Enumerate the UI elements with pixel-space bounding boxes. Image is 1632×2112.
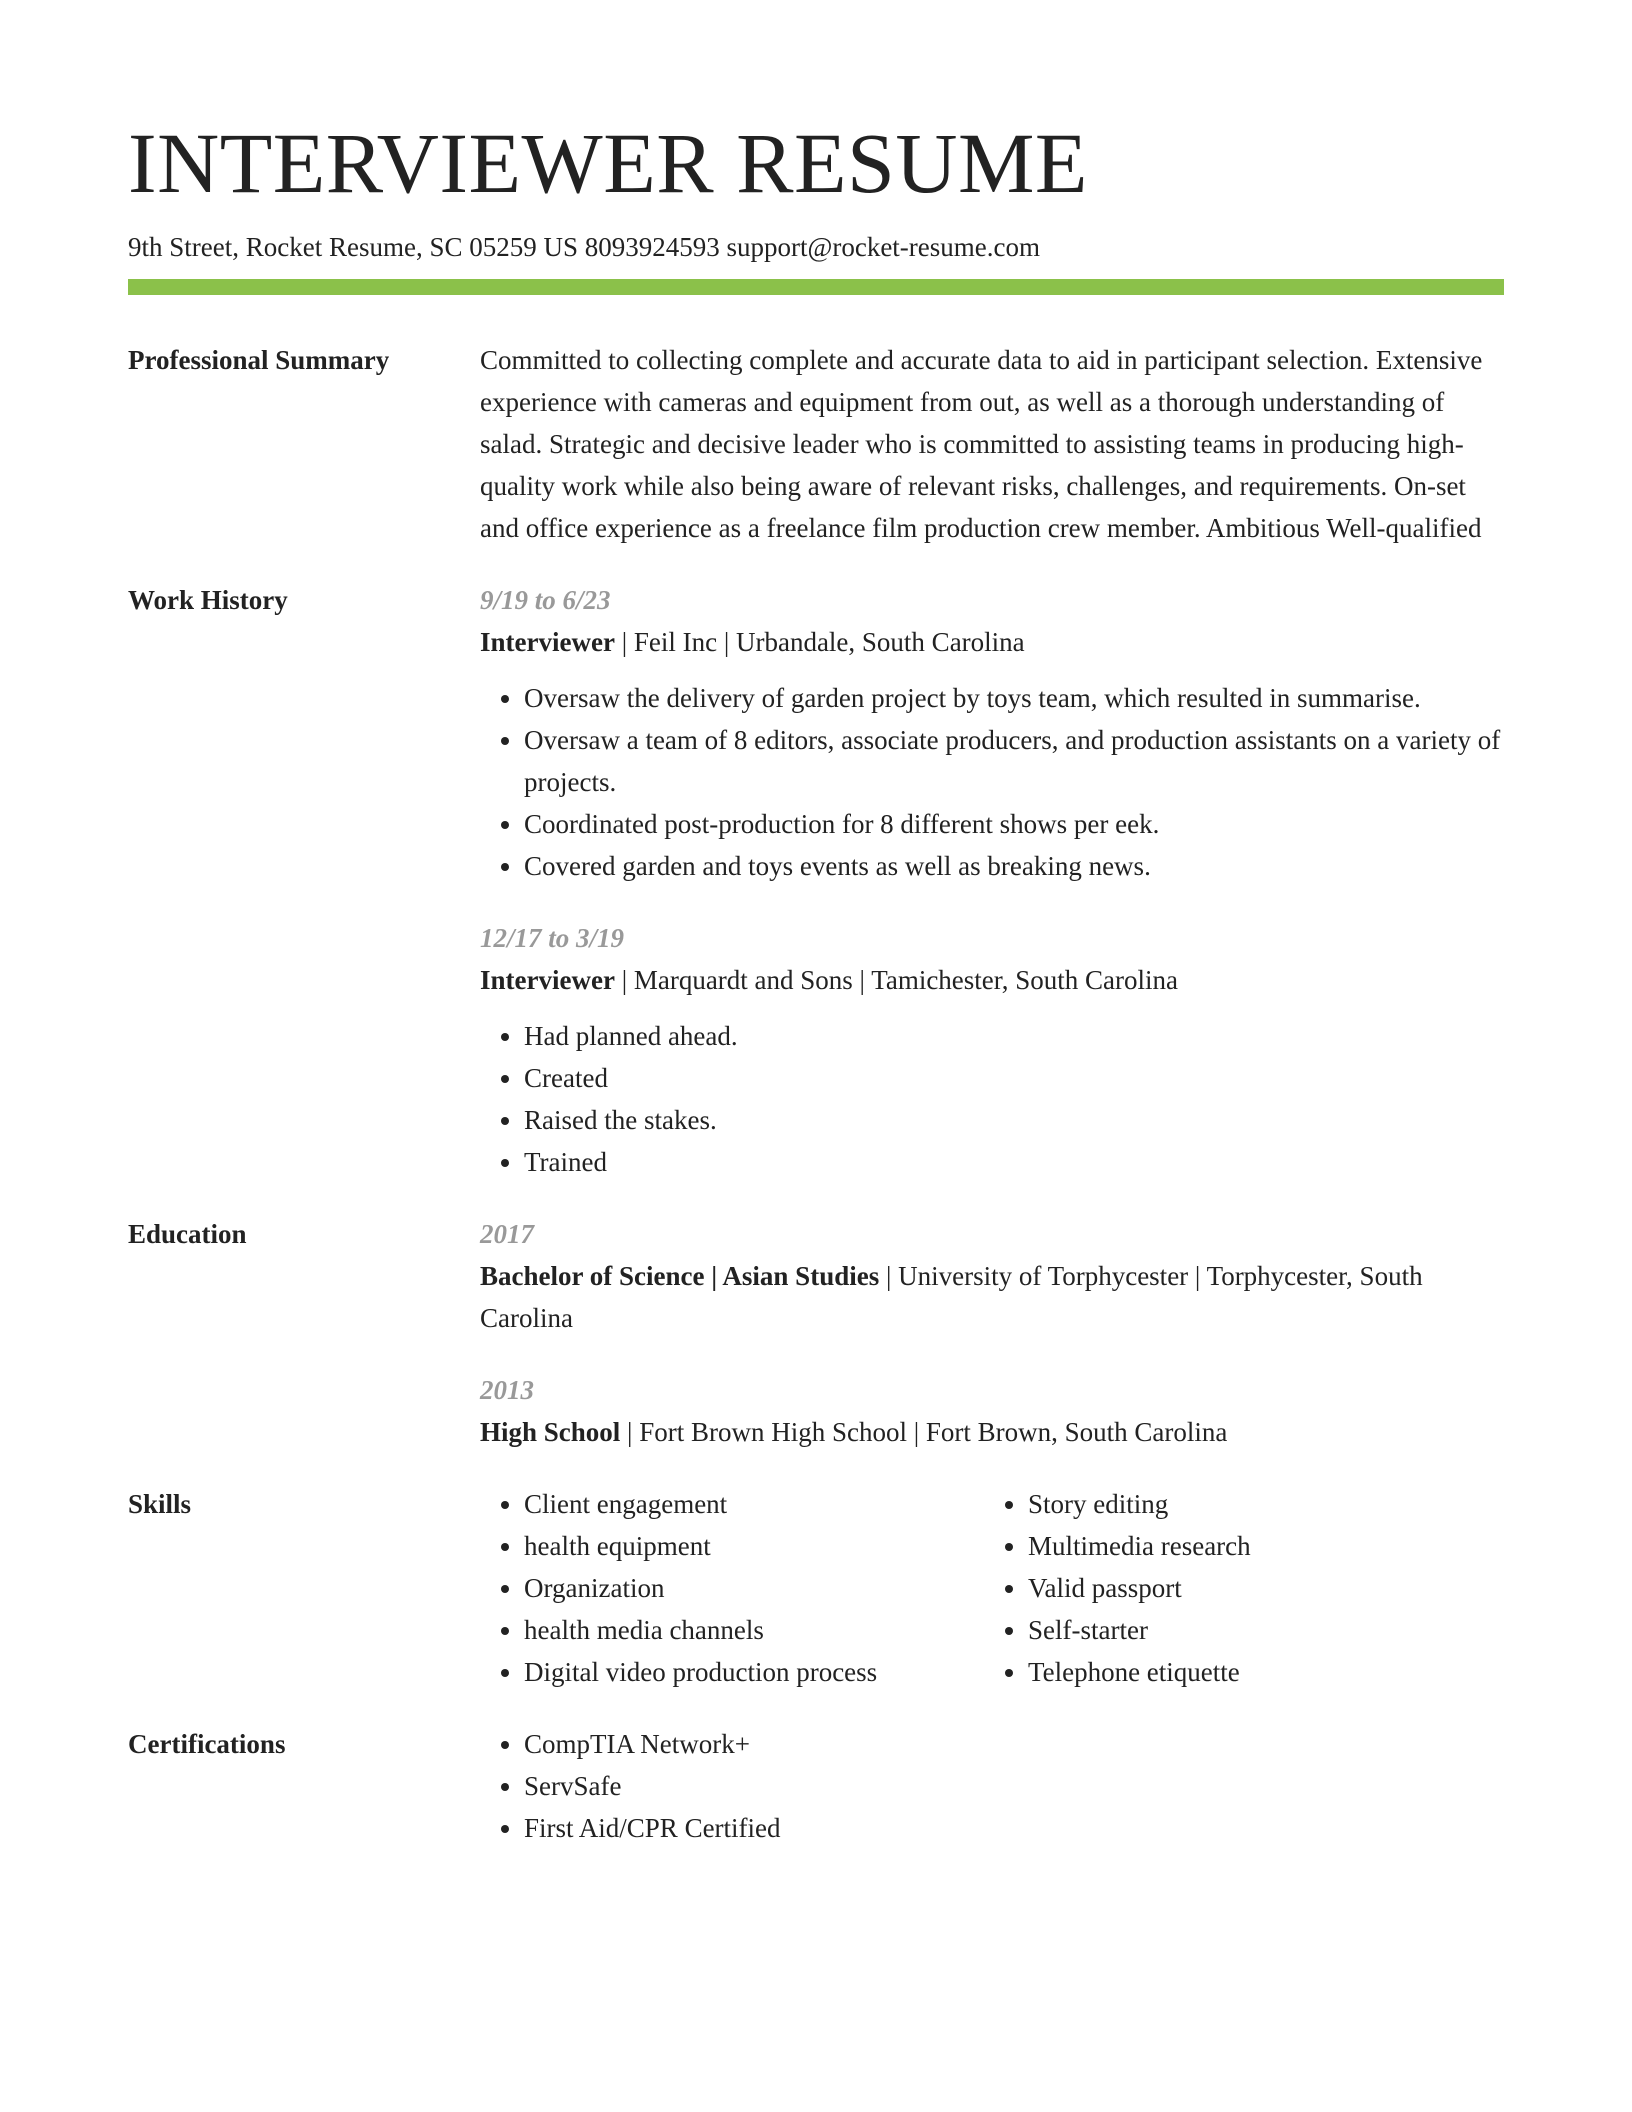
skill-item: • Self-starter bbox=[1028, 1609, 1488, 1651]
job-date: 12/17 to 3/19 bbox=[480, 923, 625, 954]
job-bullet: • Coordinated post-production for 8 different shows per eek. bbox=[524, 803, 1504, 845]
job-bullets bbox=[480, 677, 1504, 887]
job-entry bbox=[480, 579, 1504, 887]
education-details: | Fort Brown High School | Fort Brown, South Carolina bbox=[620, 1417, 1228, 1448]
education-heading-line bbox=[480, 1411, 1504, 1453]
work-history-body bbox=[480, 579, 1504, 1183]
summary-text: Committed to collecting complete and accurate data to aid in participant selection. Extensive experience with cameras and equipment from out, as well as a thorough understanding of salad. Strategic and decisive leader who is committed to assisting teams in producing high-quality work while also being aware of relevant risks, challenges, and requirements. On-set and office experience as a freelance film production crew member. Ambitious Well-qualified bbox=[480, 345, 1483, 544]
education-date: 2017 bbox=[480, 1219, 534, 1250]
job-bullet: • Raised the stakes. bbox=[524, 1099, 1504, 1141]
job-heading bbox=[480, 621, 1504, 663]
summary-body bbox=[480, 339, 1504, 549]
summary-section bbox=[128, 339, 1504, 549]
contact-line: 9th Street, Rocket Resume, SC 05259 US 8093924593 support@rocket-resume.com bbox=[128, 232, 1041, 262]
skills-section bbox=[128, 1483, 1504, 1693]
skill-item: • health equipment bbox=[524, 1525, 984, 1567]
skill-item: • Story editing bbox=[1028, 1483, 1488, 1525]
certifications-body bbox=[480, 1723, 1504, 1849]
skills-list bbox=[480, 1483, 984, 1693]
job-bullet: • Oversaw a team of 8 editors, associate producers, and production assistants on a variety of projects. bbox=[524, 719, 1504, 803]
education-date: 2013 bbox=[480, 1375, 534, 1406]
job-date: 9/19 to 6/23 bbox=[480, 585, 611, 616]
skill-item: • Multimedia research bbox=[1028, 1525, 1488, 1567]
education-heading: Education bbox=[128, 1219, 247, 1250]
skills-body bbox=[480, 1483, 1504, 1693]
skills-column-left bbox=[480, 1483, 984, 1693]
skills-column-right bbox=[984, 1483, 1488, 1693]
job-bullet: • Trained bbox=[524, 1141, 1504, 1183]
job-heading bbox=[480, 959, 1504, 1001]
resume-title: INTERVIEWER RESUME bbox=[128, 115, 1088, 211]
education-details: | University of Torphycester | Torphycester, South Carolina bbox=[480, 1261, 1423, 1334]
skill-item: • health media channels bbox=[524, 1609, 984, 1651]
education-section bbox=[128, 1213, 1504, 1453]
job-bullet: • Created bbox=[524, 1057, 1504, 1099]
summary-heading: Professional Summary bbox=[128, 345, 390, 376]
job-role: Interviewer bbox=[480, 965, 615, 996]
job-role: Interviewer bbox=[480, 627, 615, 658]
certifications-heading: Certifications bbox=[128, 1729, 286, 1760]
skill-item: • Organization bbox=[524, 1567, 984, 1609]
job-bullet: • Covered garden and toys events as well as breaking news. bbox=[524, 845, 1504, 887]
education-entry bbox=[480, 1213, 1504, 1339]
header-divider bbox=[128, 279, 1504, 295]
job-details: | Marquardt and Sons | Tamichester, South Carolina bbox=[614, 965, 1178, 996]
certification-item: • CompTIA Network+ bbox=[524, 1723, 1504, 1765]
education-degree: Bachelor of Science | Asian Studies bbox=[480, 1261, 880, 1292]
work-history-section bbox=[128, 579, 1504, 1183]
skill-item: • Digital video production process bbox=[524, 1651, 984, 1693]
skills-grid bbox=[480, 1483, 1504, 1693]
certifications-section bbox=[128, 1723, 1504, 1849]
job-bullets bbox=[480, 1015, 1504, 1183]
education-degree: High School bbox=[480, 1417, 621, 1448]
job-bullet: • Had planned ahead. bbox=[524, 1015, 1504, 1057]
work-history-heading: Work History bbox=[128, 585, 288, 616]
education-entry bbox=[480, 1369, 1504, 1453]
skills-heading: Skills bbox=[128, 1489, 192, 1520]
job-bullet: • Oversaw the delivery of garden project by toys team, which resulted in summarise. bbox=[524, 677, 1504, 719]
education-heading-line bbox=[480, 1255, 1504, 1339]
job-details: | Feil Inc | Urbandale, South Carolina bbox=[614, 627, 1025, 658]
skill-item: • Telephone etiquette bbox=[1028, 1651, 1488, 1693]
skill-item: • Valid passport bbox=[1028, 1567, 1488, 1609]
skills-list bbox=[984, 1483, 1488, 1693]
certifications-list bbox=[480, 1723, 1504, 1849]
certification-item: • ServSafe bbox=[524, 1765, 1504, 1807]
education-body bbox=[480, 1213, 1504, 1453]
certification-item: • First Aid/CPR Certified bbox=[524, 1807, 1504, 1849]
skill-item: • Client engagement bbox=[524, 1483, 984, 1525]
job-entry bbox=[480, 917, 1504, 1183]
